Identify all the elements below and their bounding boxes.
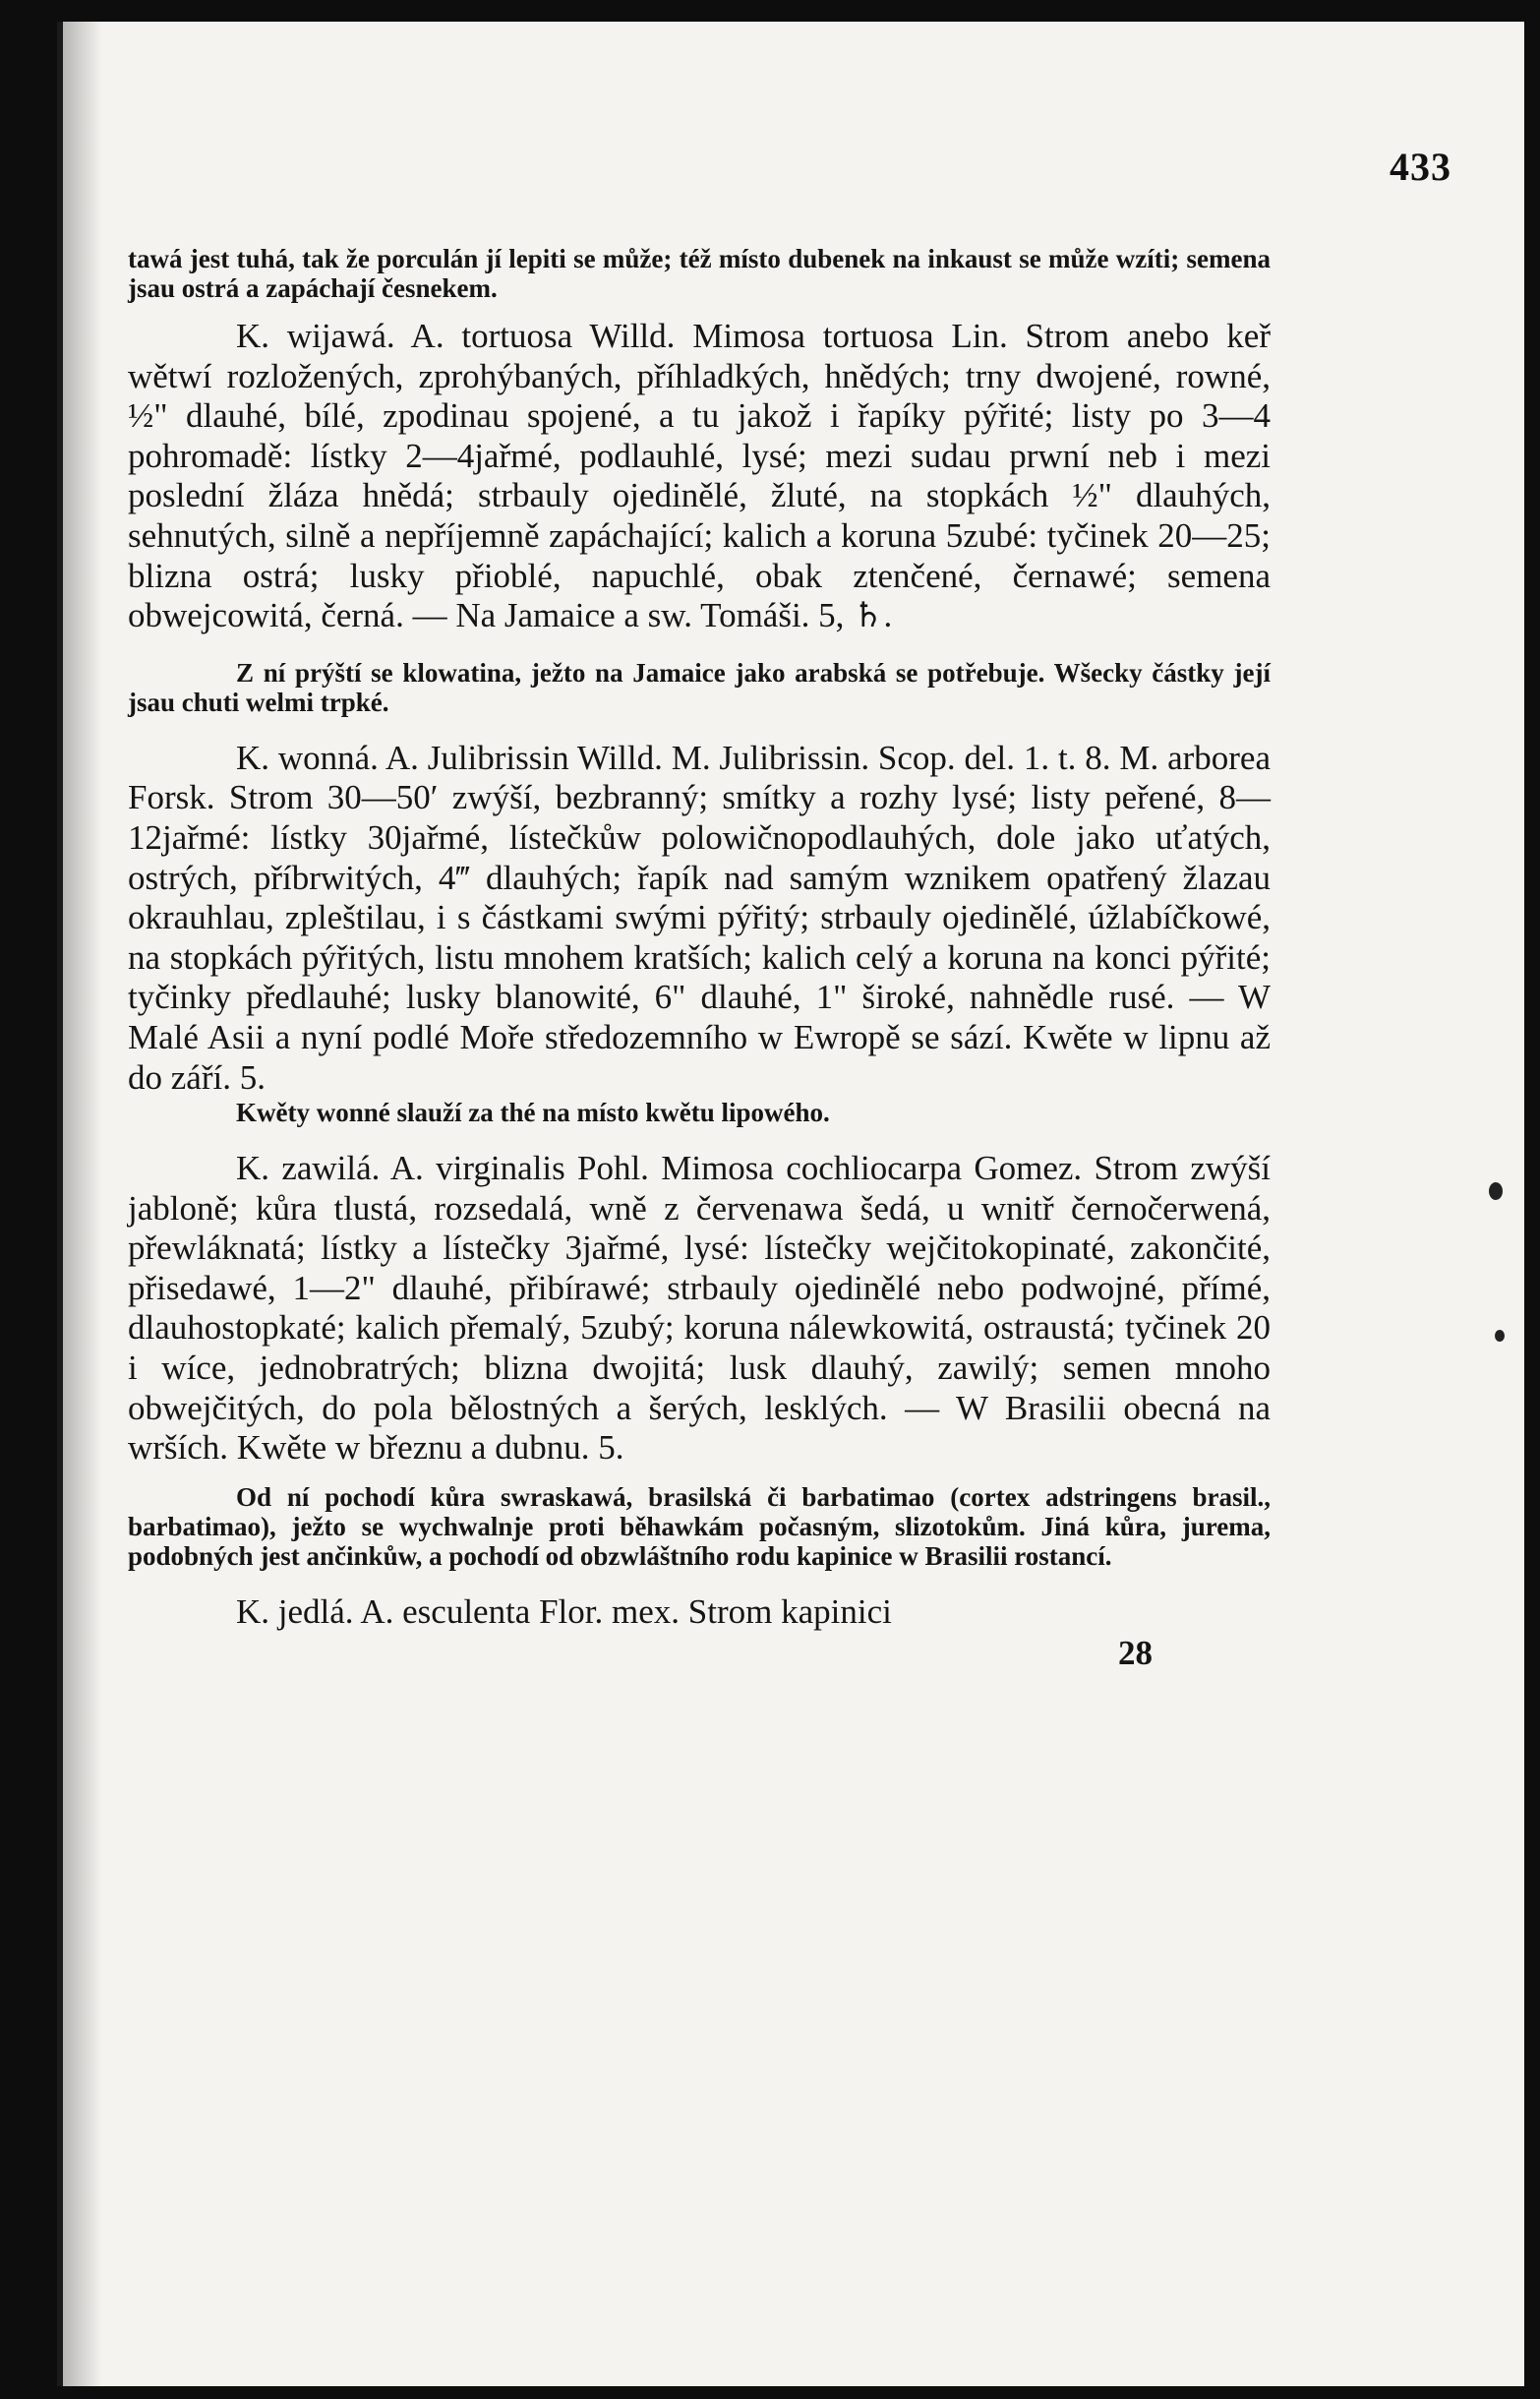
paragraph-8: K. jedlá. A. esculenta Flor. mex. Strom kapinici [236, 1591, 892, 1631]
scan-edge-dot [1495, 1330, 1505, 1342]
spacer [128, 1469, 1271, 1482]
paragraph-3: Z ní prýští se klowatina, ježto na Jamaice jako arabská se potřebuje. Wšecky částky její jsau chuti welmi trpké. [128, 657, 1271, 717]
spacer [128, 636, 1271, 658]
paragraph-6: K. zawilá. A. virginalis Pohl. Mimosa cochliocarpa Gomez. Strom zwýší jabloně; kůra tlustá, rozsedalá, wně z červenawa šedá, u wnitř černočerwená, přewláknatá; lístky a lístečky 3jařmé, lysé: lístečky wejčitokopinaté, zakončité, přisedawé, 1—2" dlauhé, přibírawé; strbauly ojedinělé nebo podwojné, přímé, dlauhostopkaté; kalich přemalý, 5zubý; koruna nálewkowitá, ostraustá; tyčinek 20 i wíce, jednobratrých; blizna dwojitá; lusk dlauhý, zawilý; semen mnoho obwejčitých, do pola bělostných a šerých, lesklých. — W Brasilii obecná na wrších. Kwěte w březnu a dubnu. 5. [128, 1149, 1271, 1468]
gutter-shadow [63, 22, 102, 2386]
signature-mark: 28 [1118, 1634, 1153, 1673]
spacer [128, 303, 1271, 317]
spacer [128, 1571, 1271, 1592]
spacer [128, 717, 1271, 739]
book-page [57, 22, 1524, 2386]
paragraph-4: K. wonná. A. Julibrissin Willd. M. Julibrissin. Scop. del. 1. t. 8. M. arborea Forsk. Strom 30—50′ zwýší, bezbranný; smítky a rozhy lysé; listy peřené, 8—12jařmé: lístky 30jařmé, lístečkůw polowičnopodlauhých, dole jako uťatých, ostrých, příbrwitých, 4‴ dlauhých; řapík nad samým wznikem opatřený žlazau okrauhlau, zpleštilau, i s částkami swými pýřitý; strbauly ojedinělé, úžlabíčkowé, na stopkách pýřitých, listu mnohem kratších; kalich celý a koruna na konci pýřité; tyčinky předlauhé; lusky blanowité, 6" dlauhé, 1" široké, nahnědle rusé. — W Malé Asii a nyní podlé Moře středozemního w Ewropě se sází. Kwěte w lipnu až do září. 5. [128, 738, 1271, 1097]
spacer [128, 1127, 1271, 1149]
text-column [128, 244, 1271, 1673]
paragraph-5: Kwěty wonné slauží za thé na místo kwětu lipowého. [236, 1098, 830, 1128]
scan-edge-dot [1489, 1182, 1503, 1200]
page-number: 433 [1390, 145, 1451, 189]
paragraph-7: Od ní pochodí kůra swraskawá, brasilská či barbatimao (cortex adstringens brasil., barbatimao), ježto se wychwalnje proti běhawkám počasným, slizotokům. Jiná kůra, jurema, podobných jest ančinkůw, a pochodí od obzwláštního rodu kapinice w Brasilii rostancí. [128, 1481, 1271, 1571]
paragraph-2: K. wijawá. A. tortuosa Willd. Mimosa tortuosa Lin. Strom anebo keř wětwí rozložených, zprohýbaných, příhladkých, hnědých; trny dwojené, rowné, ½" dlauhé, bílé, zpodinau spojené, a tu jakož i řapíky pýřité; listy po 3—4 pohromadě: lístky 2—4jařmé, podlauhlé, lysé; mezi sudau prwní neb i mezi poslední žláza hnědá; strbauly ojedinělé, žluté, na stopkách ½" dlauhých, sehnutých, silně a nepříjemně zapáchající; kalich a koruna 5zubé: tyčinek 20—25; blizna ostrá; lusky přioblé, napuchlé, obak ztenčené, černawé; semena obwejcowitá, černá. — Na Jamaice a sw. Tomáši. 5, ♄. [128, 317, 1271, 635]
paragraph-1: tawá jest tuhá, tak že porculán jí lepiti se může; též místo dubenek na inkaust se může wzíti; semena jsau ostrá a zapáchají česnekem. [128, 244, 1271, 303]
